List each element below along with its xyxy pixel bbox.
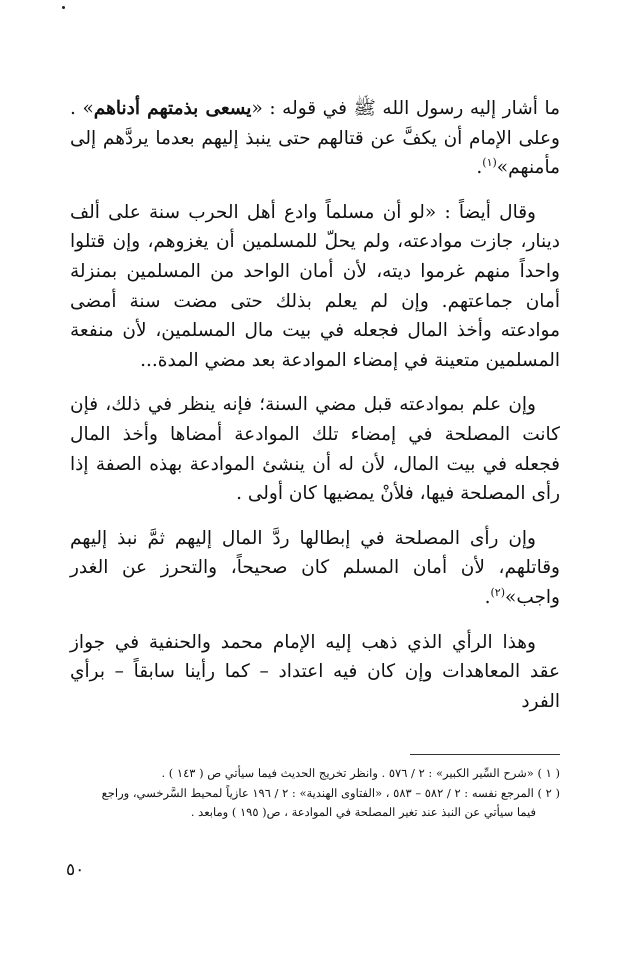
paragraph-2: وقال أيضاً : «لو أن مسلماً وادع أهل الحرب سنة على ألف دينار، جازت موادعته، ولم يحلّ للمسلمين أن يغزوهم، وإن قتلوا واحداً منهم غرموا ديته، لأن أمان الواحد من المسلمين بمنزلة أمان جماعتهم. وإن لم يعلم بذلك حتى مضت سنة أمضى موادعته وأخذ المال فجعله في بيت مال المسلمين، لأن منفعة المسلمين متعينة في إمضاء الموادعة بعد مضي المدة... — [70, 201, 560, 371]
paragraph-4-end: . — [484, 586, 491, 608]
footnote-ref-1[interactable]: (١) — [482, 156, 497, 170]
footnotes — [70, 764, 560, 823]
paragraph-4-text: وإن رأى المصلحة في إبطالها ردَّ المال إليهم ثمَّ نبذ إليهم وقاتلهم، لأن أمان المسلم كان صحيحاً، والتحرز عن الغدر واجب» — [70, 527, 560, 608]
footnote-2: ( ٢ ) المرجع نفسه : ٢ / ٥٨٢ – ٥٨٣ ، «الفتاوى الهندية» : ٢ / ١٩٦ عازياً لمحيط السَّرخسي، وراجع — [101, 785, 560, 800]
paragraph-5: وهذا الرأي الذي ذهب إليه الإمام محمد والحنفية في جواز عقد المعاهدات وإن كان فيه اعتداد – كما رأينا سابقاً – برأي الفرد — [70, 631, 560, 712]
page-number: ٥٠ — [66, 860, 85, 880]
footnote-2-continued: فيما سيأتي عن النبذ عند تغير المصلحة في الموادعة ، ص( ١٩٥ ) ومابعد . — [190, 805, 536, 819]
footnote-1: ( ١ ) «شرح السِّير الكبير» : ٢ / ٥٧٦ . وانظر تخريج الحديث فيما سيأتي ص ( ١٤٣ ) . — [161, 766, 560, 780]
footnote-divider — [410, 754, 560, 755]
paragraph-1-end: . — [476, 157, 483, 179]
paragraph-1 — [70, 94, 560, 183]
paragraph-3: وإن علم بموادعته قبل مضي السنة؛ فإنه ينظر في ذلك، فإن كانت المصلحة في إمضاء تلك الموادعة أمضاها وأخذ المال فجعله في بيت المال، لأن له أن ينشئ الموادعة بهذه الصفة إذا رأى المصلحة فيها، فلأنْ يمضيها كان أولى . — [70, 394, 560, 505]
paragraph-4 — [70, 524, 560, 613]
main-text — [70, 94, 560, 716]
paragraph-1-text-cont: » . وعلى الإمام أن يكفَّ عن قتالهم حتى ينبذ إليهم بعدما يردَّهم إلى مأمنهم» — [70, 98, 560, 179]
page-mark — [62, 6, 65, 9]
paragraph-1-text: ما أشار إليه رسول الله ﷺ في قوله : « — [251, 98, 560, 119]
footnote-ref-2[interactable]: (٢) — [490, 585, 505, 599]
hadith-quote: يسعى بذمتهم أدناهم — [93, 98, 252, 119]
